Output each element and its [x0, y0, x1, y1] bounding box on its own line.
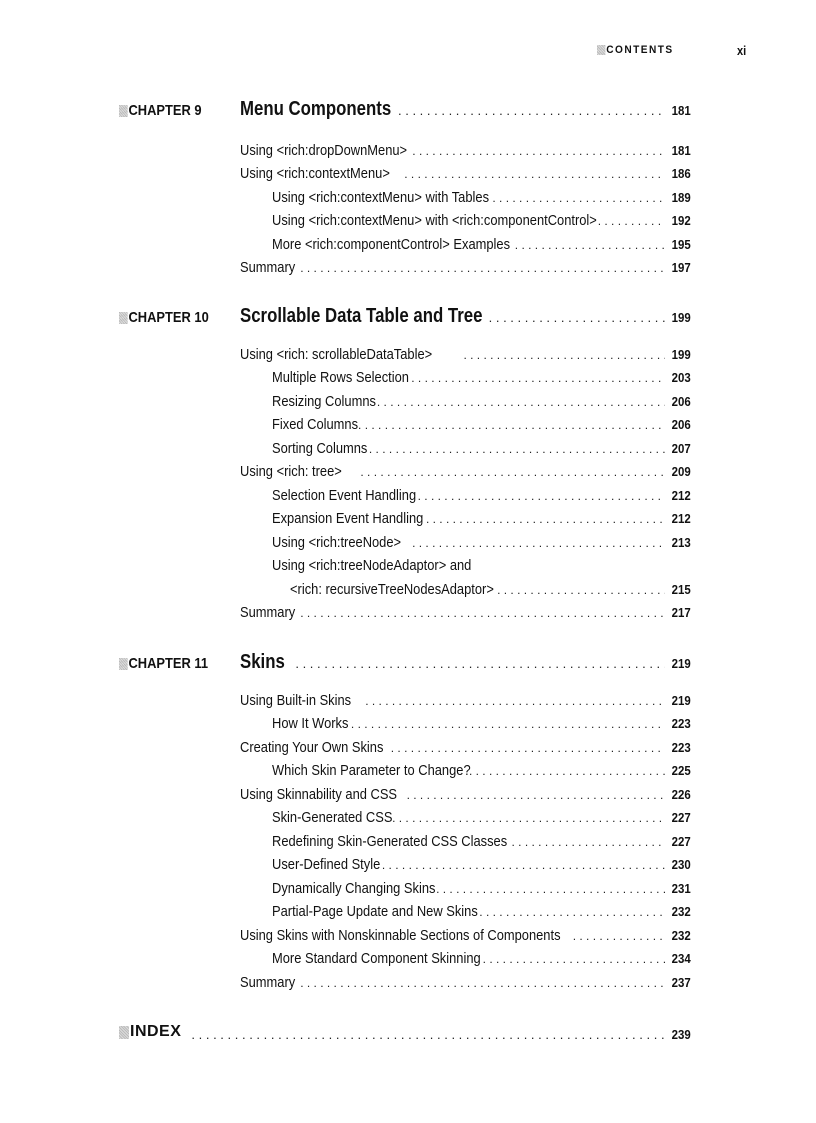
entry-page: 199 [671, 347, 691, 362]
index-title: INDEX [130, 1023, 182, 1040]
dot-leader [392, 811, 665, 825]
entry-page: 206 [671, 394, 691, 409]
chapter-number: CHAPTER 11 [128, 655, 209, 672]
toc-entry[interactable] [272, 189, 691, 209]
dot-leader [300, 976, 665, 990]
entry-page: 232 [671, 904, 691, 919]
toc-entry[interactable] [272, 950, 691, 970]
dot-leader [407, 788, 666, 802]
toc-entry[interactable] [272, 557, 691, 577]
toc-entry[interactable] [272, 393, 691, 413]
entry-title: Using <rich:treeNodeAdaptor> and [272, 557, 472, 574]
toc-entry[interactable] [272, 856, 691, 876]
dot-leader [489, 310, 666, 325]
entry-page: 226 [671, 787, 691, 802]
entry-title: Using <rich:dropDownMenu> [240, 142, 408, 159]
entry-page: 206 [671, 417, 691, 432]
toc-entry[interactable] [240, 259, 691, 279]
dot-leader [300, 606, 665, 620]
chapter-title-line [240, 305, 691, 328]
entry-page: 223 [671, 740, 691, 755]
entry-title: More Standard Component Skinning [272, 950, 481, 967]
entry-title: More <rich:componentControl> Examples [272, 236, 511, 253]
chapter-number: CHAPTER 10 [128, 309, 209, 326]
entry-page: 212 [671, 511, 691, 526]
chapter-title: Scrollable Data Table and Tree [240, 305, 483, 327]
dot-leader [436, 882, 665, 896]
dot-leader [365, 694, 665, 708]
entry-title: Sorting Columns [272, 440, 368, 457]
entry-title: Fixed Columns [272, 416, 359, 433]
dot-leader [398, 103, 665, 118]
index-entry[interactable] [119, 1023, 691, 1042]
entry-title: Using Skinnability and CSS [240, 786, 398, 803]
toc-entry[interactable] [272, 809, 691, 829]
dot-leader [411, 371, 665, 385]
toc-entry[interactable] [272, 534, 691, 554]
entry-page: 189 [671, 190, 691, 205]
dot-leader [492, 191, 665, 205]
dot-leader [426, 512, 665, 526]
dot-leader [191, 1027, 665, 1042]
dot-leader [404, 167, 665, 181]
toc-entry[interactable] [272, 510, 691, 530]
chapter-heading[interactable] [119, 98, 691, 122]
chapter-page: 219 [671, 656, 691, 671]
dot-leader [382, 858, 665, 872]
entry-title: Dynamically Changing Skins [272, 880, 436, 897]
entry-title: Partial-Page Update and New Skins [272, 903, 478, 920]
entry-page: 209 [671, 464, 691, 479]
entry-title: Summary [240, 974, 296, 991]
entry-page: 234 [671, 951, 691, 966]
toc-entry[interactable] [240, 974, 691, 994]
entry-page: 230 [671, 857, 691, 872]
entry-title: Creating Your Own Skins [240, 739, 384, 756]
running-head-text: CONTENTS [606, 44, 674, 56]
chapter-page: 199 [671, 310, 691, 325]
toc-entry[interactable] [240, 142, 691, 162]
toc-entry[interactable] [272, 369, 691, 389]
chapter-title-line [240, 98, 691, 121]
dot-leader [358, 418, 665, 432]
chapter-heading[interactable] [119, 651, 691, 675]
chapter-title-line [240, 651, 691, 674]
entry-page: 195 [671, 237, 691, 252]
chapter-title: Menu Components [240, 98, 392, 120]
dot-leader [360, 465, 665, 479]
entry-page: 215 [671, 582, 691, 597]
chapter-number: CHAPTER 9 [128, 102, 202, 119]
toc-entry[interactable] [272, 880, 691, 900]
entry-title: Expansion Event Handling [272, 510, 424, 527]
chapter-page: 181 [671, 103, 691, 118]
toc-entry[interactable] [240, 739, 691, 759]
entry-title: Skin-Generated CSS [272, 809, 393, 826]
gray-square-marker-icon [597, 45, 605, 55]
dot-leader [300, 261, 665, 275]
entry-page: 192 [671, 213, 691, 228]
running-header [0, 40, 816, 60]
dot-leader [377, 395, 665, 409]
chapter-label [119, 309, 209, 326]
gray-square-marker-icon [119, 312, 128, 324]
entry-page: 232 [671, 928, 691, 943]
entry-title: Using <rich:treeNode> [272, 534, 402, 551]
entry-title: Multiple Rows Selection [272, 369, 409, 386]
dot-leader [515, 238, 666, 252]
entry-title: Using <rich:contextMenu> [240, 165, 390, 182]
toc-entry[interactable] [240, 463, 691, 483]
entry-title: Using <rich:contextMenu> with Tables [272, 189, 490, 206]
entry-title: Summary [240, 604, 296, 621]
toc-entry[interactable] [240, 346, 691, 366]
toc-entry[interactable] [272, 236, 691, 256]
chapter-title: Skins [240, 651, 285, 673]
gray-square-marker-icon [119, 105, 128, 117]
toc-entry[interactable] [272, 903, 691, 923]
toc-entry[interactable] [290, 581, 691, 601]
toc-entry[interactable] [240, 927, 691, 947]
entry-title: How It Works [272, 715, 349, 732]
entry-page: 213 [671, 535, 691, 550]
entry-page: 197 [671, 260, 691, 275]
toc-entry[interactable] [240, 786, 691, 806]
dot-leader [295, 656, 665, 671]
dot-leader [412, 536, 665, 550]
dot-leader [483, 952, 666, 966]
gray-square-marker-icon [119, 1026, 129, 1039]
entry-page: 223 [671, 716, 691, 731]
toc-entry[interactable] [272, 487, 691, 507]
dot-leader [391, 741, 666, 755]
dot-leader [598, 214, 666, 228]
entry-title: Selection Event Handling [272, 487, 417, 504]
entry-title: Using <rich: tree> [240, 463, 342, 480]
entry-title: Using <rich:contextMenu> with <rich:componentControl> [272, 212, 597, 229]
toc-entry[interactable] [272, 416, 691, 436]
entry-title: Using <rich: scrollableDataTable> [240, 346, 433, 363]
toc-entry[interactable] [272, 762, 691, 782]
entry-title: <rich: recursiveTreeNodesAdaptor> [290, 581, 494, 598]
entry-title: Which Skin Parameter to Change? [272, 762, 471, 779]
entry-page: 203 [671, 370, 691, 385]
chapter-label [119, 102, 202, 119]
chapter-label [119, 655, 208, 672]
toc-entry[interactable] [240, 604, 691, 624]
dot-leader [369, 442, 665, 456]
toc-entry[interactable] [240, 165, 691, 185]
index-label [119, 1023, 181, 1041]
toc-entry[interactable] [272, 440, 691, 460]
entry-page: 186 [671, 166, 691, 181]
entry-page: 207 [671, 441, 691, 456]
chapter-heading[interactable] [119, 305, 691, 329]
entry-page: 219 [671, 693, 691, 708]
dot-leader [573, 929, 666, 943]
entry-title: Using Built-in Skins [240, 692, 352, 709]
running-head [597, 44, 674, 56]
entry-page: 181 [671, 143, 691, 158]
entry-page: 225 [671, 763, 691, 778]
entry-page: 217 [671, 605, 691, 620]
entry-page: 237 [671, 975, 691, 990]
toc-entry[interactable] [272, 715, 691, 735]
dot-leader [351, 717, 665, 731]
entry-page: 231 [671, 881, 691, 896]
dot-leader [463, 348, 665, 362]
entry-title: Redefining Skin-Generated CSS Classes [272, 833, 508, 850]
dot-leader [479, 905, 665, 919]
dot-leader [418, 489, 666, 503]
dot-leader [412, 144, 665, 158]
page-number: xi [737, 43, 747, 58]
entry-title: Summary [240, 259, 296, 276]
gray-square-marker-icon [119, 658, 128, 670]
index-page: 239 [671, 1026, 691, 1042]
toc-entry[interactable] [272, 212, 691, 232]
entry-title: User-Defined Style [272, 856, 381, 873]
dot-leader [497, 583, 665, 597]
toc-entry[interactable] [272, 833, 691, 853]
entry-page: 227 [671, 810, 691, 825]
entry-page: 227 [671, 834, 691, 849]
entry-title: Resizing Columns [272, 393, 376, 410]
entry-page: 212 [671, 488, 691, 503]
dot-leader [511, 835, 665, 849]
toc-entry[interactable] [240, 692, 691, 712]
entry-title: Using Skins with Nonskinnable Sections of Components [240, 927, 561, 944]
dot-leader [469, 764, 665, 778]
